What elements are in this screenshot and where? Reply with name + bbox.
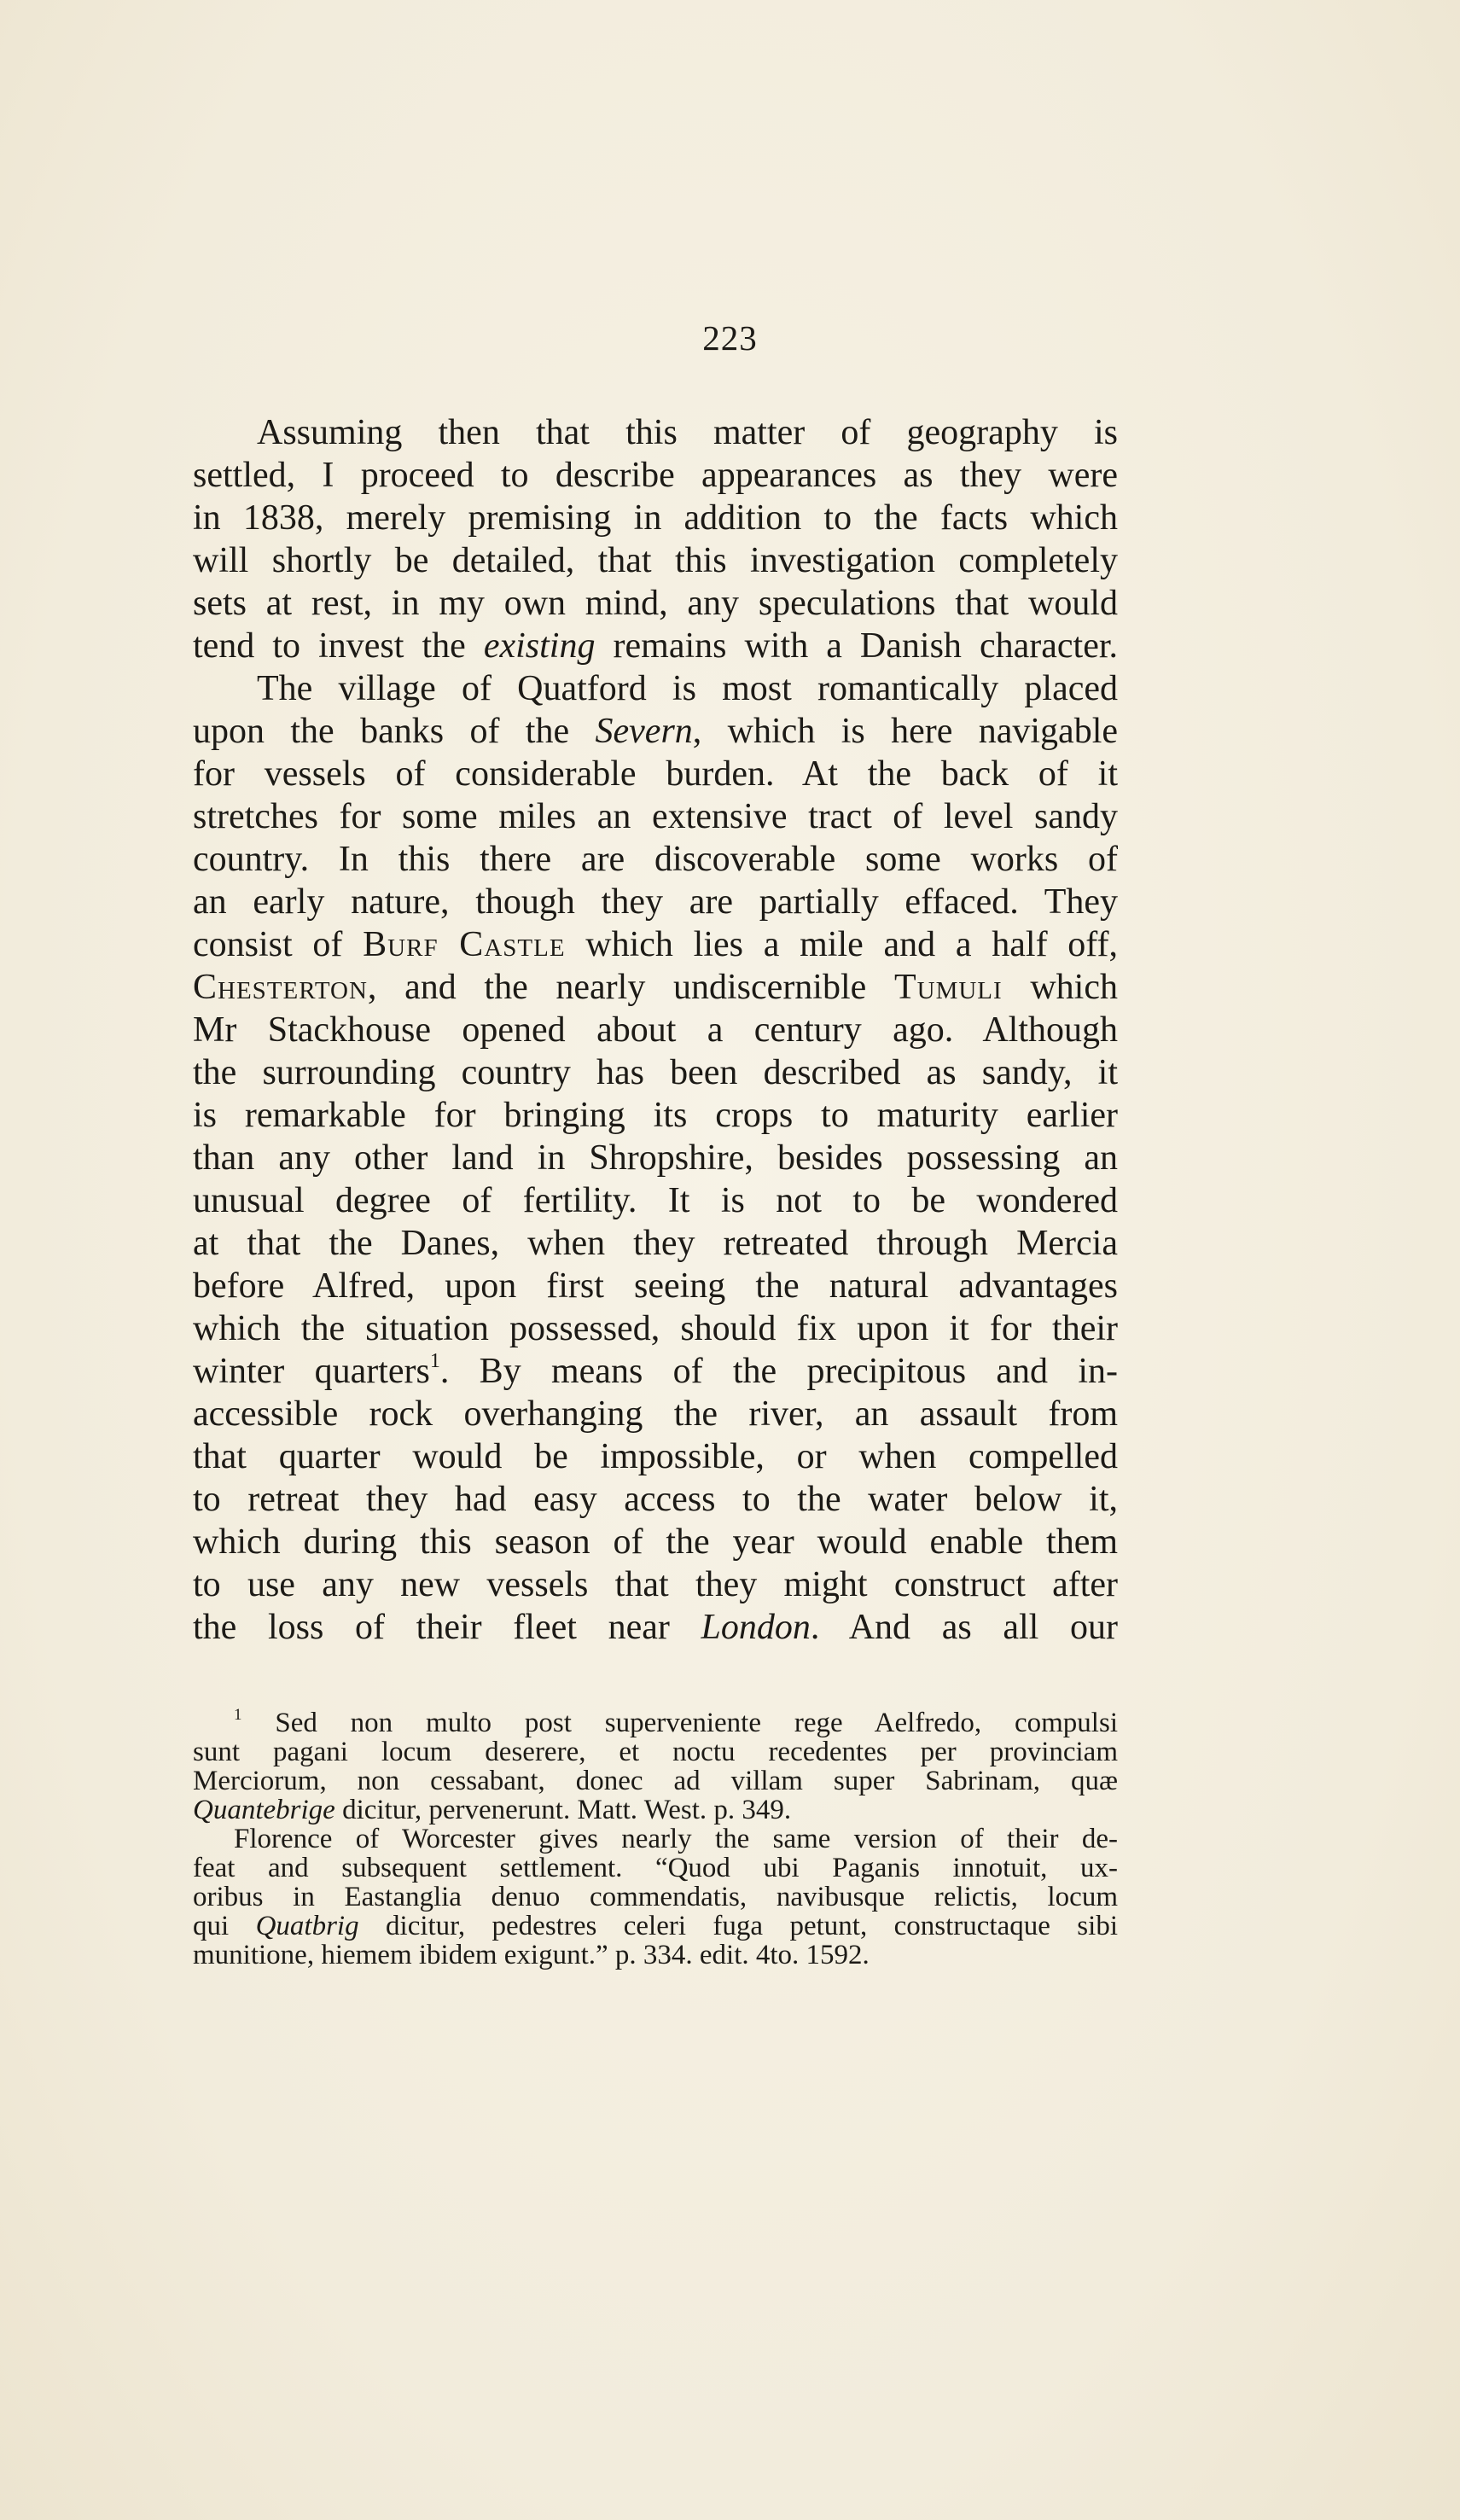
footnote-line-segment: dicitur, pervenerunt. Matt. West. p. 349.	[334, 1795, 792, 1825]
body-line-segment: . And as all our	[810, 1608, 1119, 1647]
footnote-line: sunt pagani locum deserere, et noctu recedentes per provinciam	[193, 1737, 1118, 1767]
footnote-line	[193, 1912, 1118, 1941]
body-line: in 1838, merely premising in addition to the facts which	[193, 498, 1118, 538]
footnote-line-segment	[242, 1708, 276, 1738]
italic-word-quatbrig: Quatbrig	[255, 1911, 359, 1941]
body-line-segment: remains with a Danish character.	[595, 626, 1119, 666]
body-line: before Alfred, upon first seeing the natural advantages	[193, 1266, 1118, 1306]
italic-word-quantebrige: Quantebrige	[193, 1795, 335, 1825]
footnote-line-segment: qui	[193, 1911, 256, 1941]
small-caps-burf-castle: Burf Castle	[363, 925, 566, 964]
body-line-segment: which lies a mile and a half off,	[565, 925, 1119, 964]
body-line: unusual degree of fertility. It is not to be wondered	[193, 1181, 1118, 1220]
body-line: to retreat they had easy access to the water below it,	[193, 1480, 1118, 1519]
footnote-line-segment: Sed non multo post superveniente rege Aelfredo, compulsi	[275, 1708, 1118, 1738]
body-line: is remarkable for bringing its crops to maturity earlier	[193, 1096, 1118, 1135]
footnote-line: Merciorum, non cessabant, donec ad villam super Sabrinam, quæ	[193, 1766, 1118, 1796]
body-line-segment: consist of	[193, 925, 364, 964]
body-line: sets at rest, in my own mind, any speculations that would	[193, 584, 1118, 623]
italic-word-severn: Severn	[595, 712, 693, 751]
footnote-line	[193, 1795, 1118, 1825]
italic-word-london: London	[701, 1608, 811, 1647]
italic-word-existing: existing	[483, 626, 596, 666]
body-line: that quarter would be impossible, or when compelled	[193, 1437, 1118, 1476]
body-line: The village of Quatford is most romantically placed	[257, 669, 1118, 708]
body-line-segment: which	[1002, 968, 1118, 1007]
body-line: Assuming then that this matter of geography is	[257, 413, 1118, 452]
body-line-segment: the loss of their fleet near	[193, 1608, 701, 1647]
body-line: stretches for some miles an extensive tract of level sandy	[193, 797, 1118, 836]
body-line	[193, 1350, 1118, 1393]
footnotes	[193, 1708, 1118, 1970]
body-line: than any other land in Shropshire, besides possessing an	[193, 1138, 1118, 1178]
footnote-line: feat and subsequent settlement. “Quod ubi Paganis innotuit, ux-	[193, 1853, 1118, 1883]
body-line: to use any new vessels that they might construct after	[193, 1565, 1118, 1604]
body-line	[193, 966, 1118, 1009]
small-caps-chesterton: Chesterton	[193, 968, 368, 1007]
footnote-line: munitione, hiemem ibidem exigunt.” p. 334. edit. 4to. 1592.	[193, 1940, 870, 1970]
body-line: at that the Danes, when they retreated through Mercia	[193, 1224, 1118, 1263]
body-line: will shortly be detailed, that this investigation completely	[193, 541, 1118, 580]
body-line-segment: tend to invest the	[193, 626, 484, 666]
body-line	[193, 625, 1118, 667]
body-line: Mr Stackhouse opened about a century ago. Although	[193, 1010, 1118, 1050]
body-line-segment: , which is here navigable	[692, 712, 1119, 751]
body-line-segment: , and the nearly undiscernible	[367, 968, 894, 1007]
footnote-line: oribus in Eastanglia denuo commendatis, navibusque relictis, locum	[193, 1882, 1118, 1912]
body-line	[193, 1606, 1118, 1649]
small-caps-tumuli: Tumuli	[893, 968, 1003, 1007]
footnote-line-segment: dicitur, pedestres celeri fuga petunt, constructaque sibi	[358, 1911, 1118, 1941]
footnote-line: Florence of Worcester gives nearly the same version of their de-	[234, 1824, 1118, 1854]
body-line: which the situation possessed, should fix upon it for their	[193, 1309, 1118, 1348]
body-line: which during this season of the year would enable them	[193, 1522, 1118, 1562]
footnote-line	[193, 1708, 1118, 1737]
body-line-segment: winter quarters	[193, 1352, 430, 1391]
footnote-reference: 1	[429, 1350, 440, 1372]
body-line-segment: . By means of the precipitous and in-	[439, 1352, 1118, 1391]
page-number: 223	[702, 318, 758, 358]
footnote-marker: 1	[234, 1706, 242, 1724]
body-line	[193, 923, 1118, 966]
body-line: accessible rock overhanging the river, an assault from	[193, 1394, 1118, 1434]
body-line: settled, I proceed to describe appearances as they were	[193, 456, 1118, 495]
body-line: country. In this there are discoverable some works of	[193, 840, 1118, 879]
body-line: the surrounding country has been described as sandy, it	[193, 1053, 1118, 1092]
body-text	[193, 411, 1118, 1649]
body-line: for vessels of considerable burden. At the back of it	[193, 754, 1118, 794]
body-line: an early nature, though they are partially effaced. They	[193, 882, 1118, 922]
body-line	[193, 710, 1118, 753]
body-line-segment: upon the banks of the	[193, 712, 596, 751]
